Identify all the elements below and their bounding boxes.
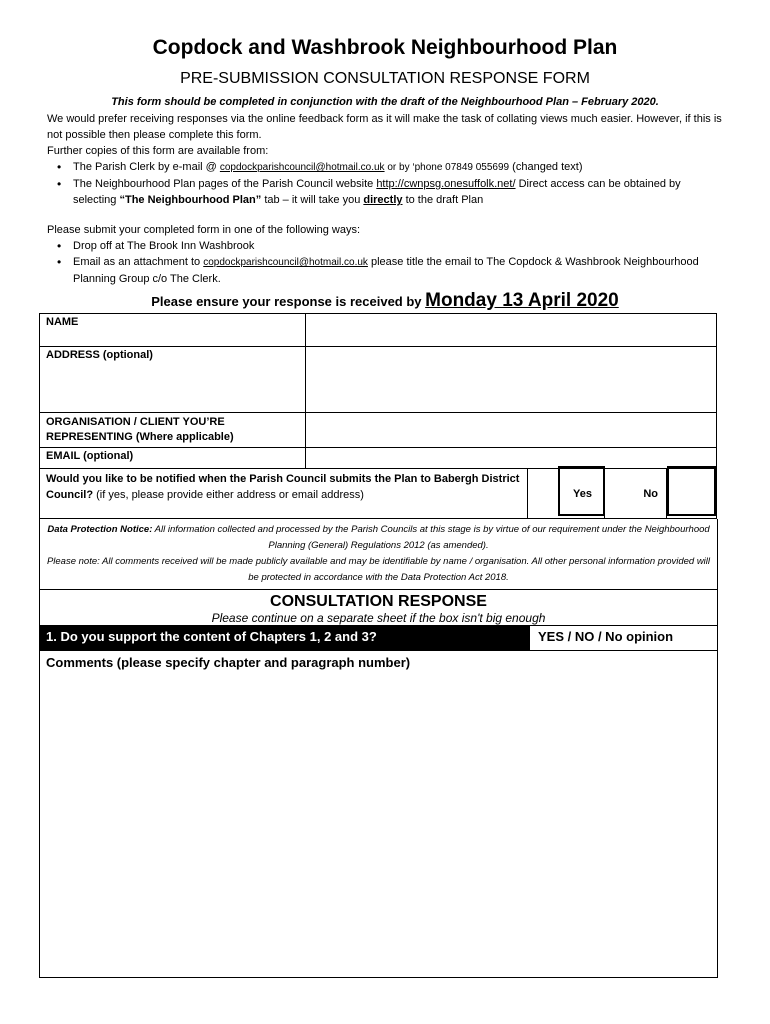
data-protection-label: Data Protection Notice: — [47, 524, 153, 535]
notify-question-note: (if yes, please provide either address or email address) — [93, 489, 364, 501]
consultation-subheading: Please continue on a separate sheet if the box isn't big enough — [211, 611, 546, 625]
clerk-email-link[interactable]: copdockparishcouncil@hotmail.co.uk — [219, 162, 385, 173]
response-form — [39, 313, 716, 978]
intro-note: This form should be completed in conjunction with the draft of the Neighbourhood Plan – February 2020. — [111, 96, 659, 108]
notify-question — [40, 469, 528, 519]
intro-line-2: Further copies of this form are available from: — [47, 145, 269, 157]
submit-email-link[interactable]: copdockparishcouncil@hotmail.co.uk — [203, 257, 368, 268]
details-table — [39, 313, 717, 519]
directly-text: directly — [363, 194, 403, 206]
bullet-text: tab – it will take you — [261, 194, 364, 206]
tab-name: “The Neighbourhood Plan” — [119, 194, 262, 206]
document-title: Copdock and Washbrook Neighbourhood Plan — [152, 36, 618, 59]
intro-line-1: We would prefer receiving responses via the online feedback form as it will make the task of collating views much easier. However, if this is not possible then please complete this form. — [47, 113, 722, 141]
phone-text: or by ‘phone 07849 055699 — [384, 162, 510, 173]
submit-line: Please submit your completed form in one of the following ways: — [47, 224, 361, 236]
address-field[interactable] — [306, 347, 717, 413]
submit-list — [47, 238, 727, 287]
bullet-text: The Parish Clerk by e-mail @ — [73, 161, 220, 173]
answer-options[interactable]: YES / NO / No opinion — [538, 629, 674, 644]
yes-checkbox[interactable] — [558, 466, 605, 516]
copies-list — [47, 159, 727, 208]
submit-section — [47, 222, 727, 287]
organisation-field[interactable] — [306, 413, 717, 448]
deadline-line — [0, 290, 770, 312]
list-item — [73, 254, 727, 287]
data-protection-body: All information collected and processed by the Parish Councils at this stage is by virtue of our requirement under the Neighbourhood Planning (General) Regulations 2012 (as amended). — [152, 524, 710, 551]
question-row — [39, 626, 718, 651]
email-label: EMAIL (optional) — [40, 448, 306, 469]
comments-label: Comments (please specify chapter and paragraph number) — [46, 655, 411, 670]
name-label: NAME — [40, 314, 306, 347]
list-item — [73, 159, 727, 176]
notify-question-bold: Would you like to be notified when the Parish Council submits the Plan to Babergh District Council? — [46, 473, 520, 501]
question-text: 1. Do you support the content of Chapters 1, 2 and 3? — [40, 626, 530, 650]
bullet-text: Direct access can be obtained by selecting — [73, 178, 681, 206]
consultation-header — [39, 590, 718, 626]
changed-text-note: (changed text) — [509, 161, 583, 173]
consultation-heading: CONSULTATION RESPONSE — [270, 593, 487, 610]
intro-section — [47, 111, 727, 208]
no-label: No — [605, 469, 667, 519]
organisation-label: ORGANISATION / CLIENT YOU’RE REPRESENTING (Where applicable) — [40, 413, 306, 448]
document-subtitle: PRE-SUBMISSION CONSULTATION RESPONSE FORM — [180, 70, 590, 87]
no-checkbox-frame — [667, 466, 716, 516]
bullet-text: to the draft Plan — [402, 194, 484, 206]
comments-box[interactable] — [39, 651, 718, 978]
bullet-text: Email as an attachment to — [73, 256, 204, 268]
bullet-text: please title the email to The Copdock & Washbrook Neighbourhood Planning Group c/o The Clerk. — [73, 256, 699, 285]
public-comments-note: Please note: All comments received will be made publicly available and may be identifiable by name / organisation. All other personal information provided will be protected in accordance with the Data Protection Act 2018. — [46, 556, 711, 583]
email-field[interactable] — [306, 448, 717, 469]
yes-label: Yes — [528, 469, 605, 519]
address-label: ADDRESS (optional) — [40, 347, 306, 413]
deadline-text: Please ensure your response is received by — [151, 294, 426, 309]
website-link[interactable]: http://cwnpsg.onesuffolk.net/ — [376, 178, 516, 190]
name-field[interactable] — [306, 314, 717, 347]
list-item — [73, 176, 727, 208]
deadline-date: Monday 13 April 2020 — [425, 290, 619, 311]
list-item: • Drop off at The Brook Inn Washbrook — [73, 238, 727, 254]
data-protection-text — [46, 522, 711, 554]
bullet-text: The Neighbourhood Plan pages of the Parish Council website — [73, 178, 377, 190]
data-protection-notice — [39, 519, 718, 590]
